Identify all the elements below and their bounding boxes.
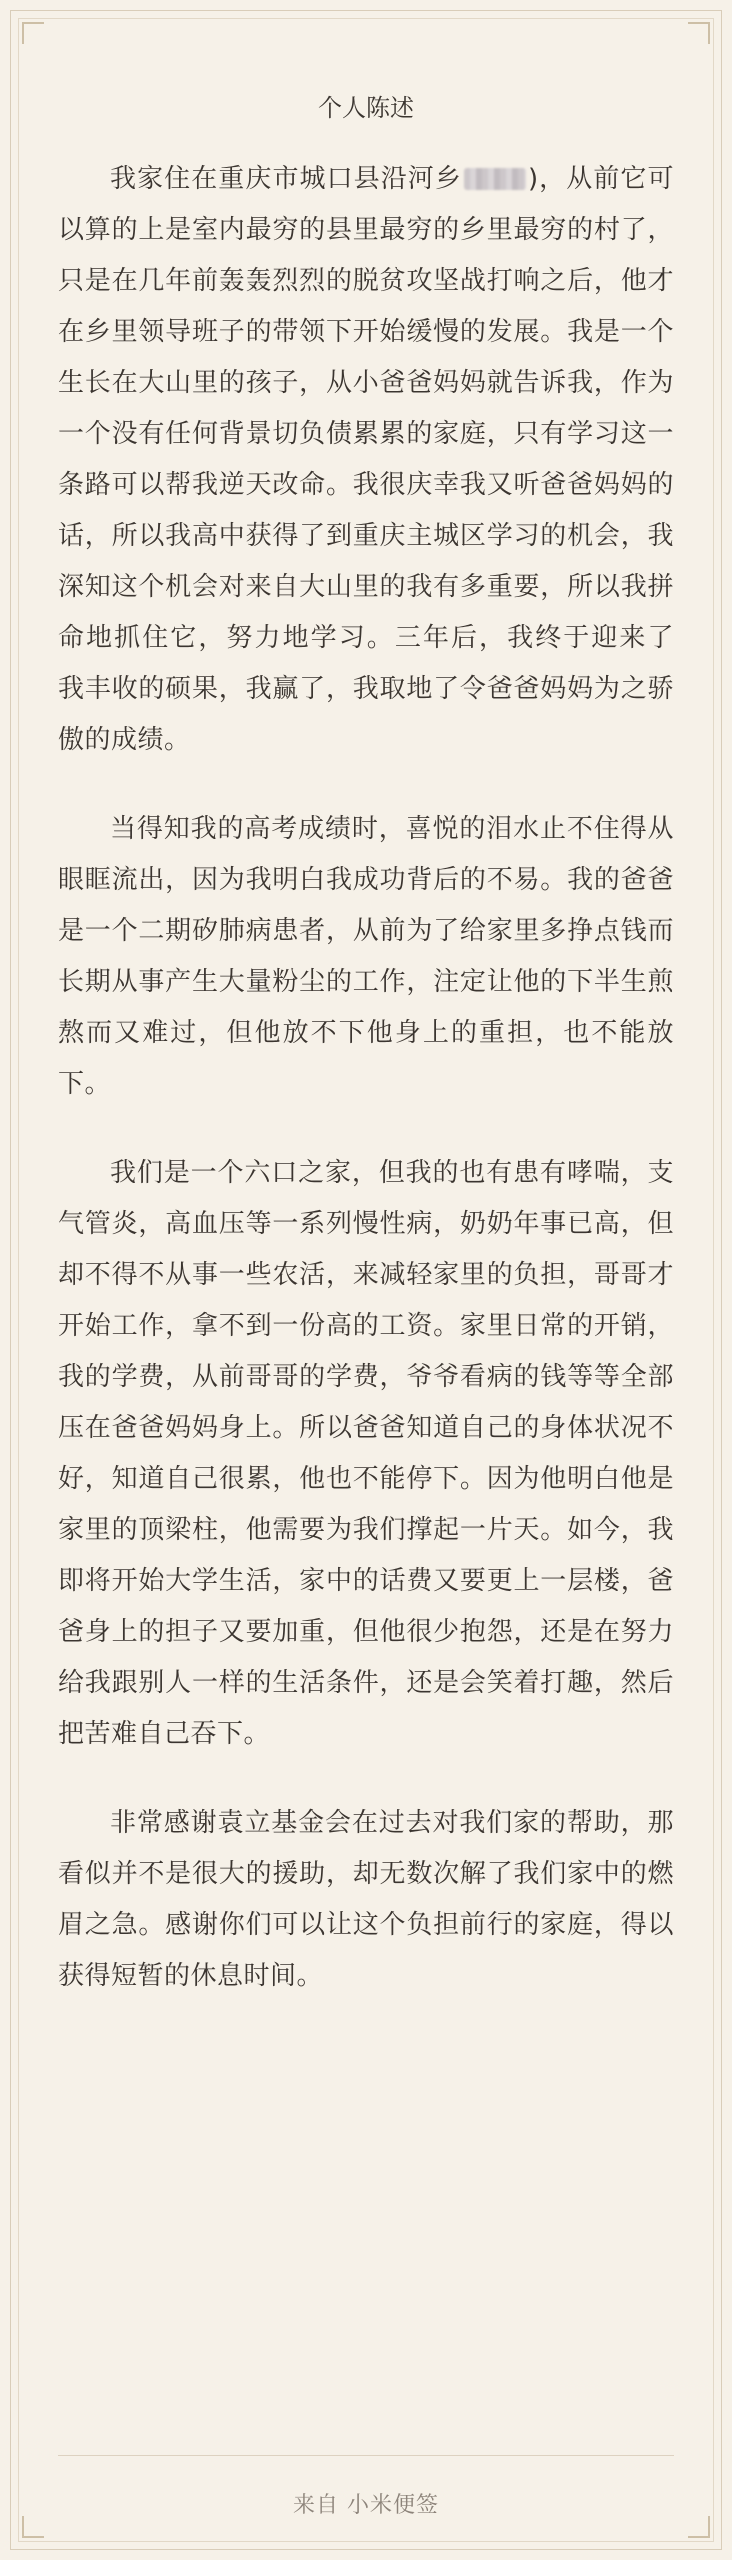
paragraph-1-text-start: 我家住在重庆市城口县沿河乡 [110, 164, 462, 194]
paragraph-2: 当得知我的高考成绩时，喜悦的泪水止不住得从眼眶流出，因为我明白我成功背后的不易。我的爸爸是一个二期矽肺病患者，从前为了给家里多挣点钱而长期从事产生大量粉尘的工作，注定让他的下半生煎熬而又难过，但他放不下他身上的重担，也不能放下。 [58, 814, 674, 1099]
document-title: 个人陈述 [318, 94, 414, 122]
paragraph-1 [58, 154, 674, 766]
corner-ornament-bottom-left [22, 2516, 44, 2538]
corner-ornament-bottom-right [688, 2516, 710, 2538]
corner-ornament-top-right [688, 22, 710, 44]
source-footer: 来自 小米便签 [293, 2493, 439, 2518]
note-content [58, 88, 674, 2040]
footer-divider [58, 2455, 674, 2456]
paragraph-3: 我们是一个六口之家，但我的也有患有哮喘，支气管炎，高血压等一系列慢性病，奶奶年事已高，但却不得不从事一些农活，来减轻家里的负担，哥哥才开始工作，拿不到一份高的工资。家里日常的开销，我的学费，从前哥哥的学费，爷爷看病的钱等等全部压在爸爸妈妈身上。所以爸爸知道自己的身体状况不好，知道自己很累，他也不能停下。因为他明白他是家里的顶梁柱，他需要为我们撑起一片天。如今，我即将开始大学生活，家中的话费又要更上一层楼，爸爸身上的担子又要加重，但他很少抱怨，还是在努力给我跟别人一样的生活条件，还是会笑着打趣，然后把苦难自己吞下。 [58, 1158, 674, 1749]
redacted-text-blur [464, 168, 526, 190]
paragraph-4: 非常感谢袁立基金会在过去对我们家的帮助，那看似并不是很大的援助，却无数次解了我们家中的燃眉之急。感谢你们可以让这个负担前行的家庭，得以获得短暂的休息时间。 [58, 1808, 674, 1991]
paragraph-1-text-end: )，从前它可以算的上是室内最穷的县里最穷的乡里最穷的村了，只是在几年前轰轰烈烈的脱贫攻坚战打响之后，他才在乡里领导班子的带领下开始缓慢的发展。我是一个生长在大山里的孩子，从小爸爸妈妈就告诉我，作为一个没有任何背景切负债累累的家庭，只有学习这一条路可以帮我逆天改命。我很庆幸我又听爸爸妈妈的话，所以我高中获得了到重庆主城区学习的机会，我深知这个机会对来自大山里的我有多重要，所以我拼命地抓住它，努力地学习。三年后，我终于迎来了 我丰收的硕果，我赢了，我取地了令爸爸妈妈为之骄傲的成绩。 [58, 164, 674, 755]
corner-ornament-top-left [22, 22, 44, 44]
